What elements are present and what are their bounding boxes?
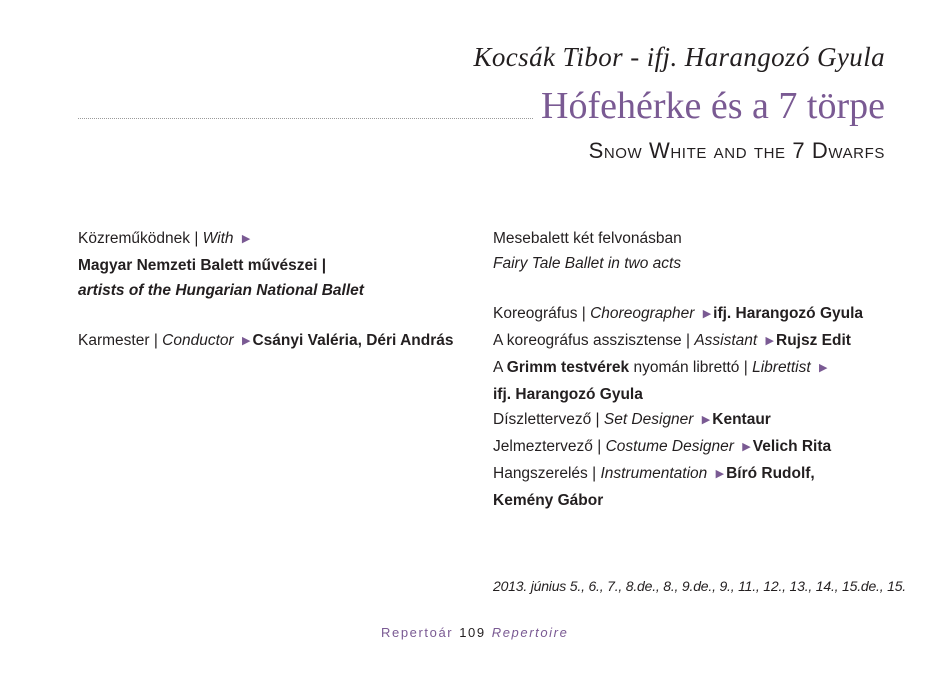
- choreographer-name: ifj. Harangozó Gyula: [713, 305, 864, 322]
- instrumentation-name-1: Bíró Rudolf,: [726, 465, 815, 482]
- page-title: Hófehérke és a 7 törpe: [541, 85, 885, 127]
- separator: |: [743, 359, 748, 376]
- ensemble-line: [78, 253, 478, 278]
- conductor-line: [78, 328, 478, 355]
- footer-section-en: Repertoire: [491, 625, 569, 640]
- composer-line: Kocsák Tibor - ifj. Harangozó Gyula: [473, 42, 885, 72]
- separator: |: [592, 465, 597, 482]
- instr-label-hu: Hangszerelés: [493, 465, 588, 482]
- footer-section-hu: Repertoár: [381, 625, 454, 640]
- triangle-arrow-icon: ▶: [702, 308, 712, 320]
- spacer: [493, 276, 888, 301]
- dotted-leader: [78, 118, 533, 119]
- choreographer-label-hu: Koreográfus: [493, 305, 578, 322]
- separator: |: [153, 332, 158, 349]
- ensemble-line-en: [78, 278, 478, 303]
- choreographer-label-en: Choreographer: [590, 305, 695, 322]
- triangle-arrow-icon: ▶: [701, 414, 711, 426]
- with-line: [78, 226, 478, 253]
- separator: |: [194, 230, 199, 247]
- costume-designer-name: Velich Rita: [752, 438, 832, 455]
- conductor-label-hu: Karmester: [78, 332, 150, 349]
- set-label-hu: Díszlettervező: [493, 411, 592, 428]
- librettist-source: Grimm testvérek: [506, 359, 630, 376]
- with-label-en: With: [202, 230, 234, 247]
- costume-label-en: Costume Designer: [605, 438, 734, 455]
- credits-left-column: [78, 226, 478, 355]
- separator: |: [321, 257, 327, 274]
- librettist-label-en: Librettist: [752, 359, 811, 376]
- assistant-name: Rujsz Edit: [776, 332, 851, 349]
- assistant-label-en: Assistant: [694, 332, 758, 349]
- ensemble-name-hu: Magyar Nemzeti Balett művészei: [78, 257, 318, 274]
- separator: |: [595, 411, 600, 428]
- title-row: [78, 82, 885, 126]
- triangle-arrow-icon: ▶: [742, 441, 751, 453]
- costume-label-hu: Jelmeztervező: [493, 438, 593, 455]
- conductor-label-en: Conductor: [162, 332, 234, 349]
- instr-label-en: Instrumentation: [600, 465, 708, 482]
- spacer: [78, 303, 478, 328]
- conductor-names: Csányi Valéria, Déri András: [252, 332, 454, 349]
- english-title: Snow White and the 7 Dwarfs: [588, 138, 885, 163]
- set-label-en: Set Designer: [603, 411, 694, 428]
- genre-line-hu: Mesebalett két felvonásban: [493, 230, 682, 247]
- instrumentation-name-2: Kemény Gábor: [493, 492, 604, 509]
- separator: |: [597, 438, 602, 455]
- genre-line-en: Fairy Tale Ballet in two acts: [493, 255, 682, 272]
- triangle-arrow-icon: ▶: [765, 335, 775, 347]
- assistant-label-hu: A koreográfus asszisztense: [493, 332, 682, 349]
- choreographer-line: [493, 301, 888, 328]
- page-number: 109: [459, 625, 486, 640]
- triangle-arrow-icon: ▶: [241, 233, 251, 245]
- separator: |: [686, 332, 691, 349]
- page-footer: [381, 625, 568, 640]
- instrumentation-line: [493, 461, 888, 488]
- credits-right-column: [493, 226, 888, 513]
- librettist-pre: A: [493, 359, 503, 376]
- triangle-arrow-icon: ▶: [241, 335, 251, 347]
- set-designer-name: Kentaur: [712, 411, 771, 428]
- separator: |: [581, 305, 586, 322]
- triangle-arrow-icon: ▶: [715, 468, 725, 480]
- with-label-hu: Közreműködnek: [78, 230, 191, 247]
- set-designer-line: [493, 407, 888, 434]
- ensemble-name-en: artists of the Hungarian National Ballet: [78, 282, 364, 299]
- librettist-line: [493, 355, 888, 382]
- assistant-line: [493, 328, 888, 355]
- triangle-arrow-icon: ▶: [819, 362, 828, 374]
- performance-dates: 2013. június 5., 6., 7., 8.de., 8., 9.de., 9., 11., 12., 13., 14., 15.de., 15.: [493, 578, 906, 594]
- librettist-label-hu: nyomán librettó: [633, 359, 740, 376]
- costume-designer-line: [493, 434, 888, 461]
- librettist-name: ifj. Harangozó Gyula: [493, 386, 643, 403]
